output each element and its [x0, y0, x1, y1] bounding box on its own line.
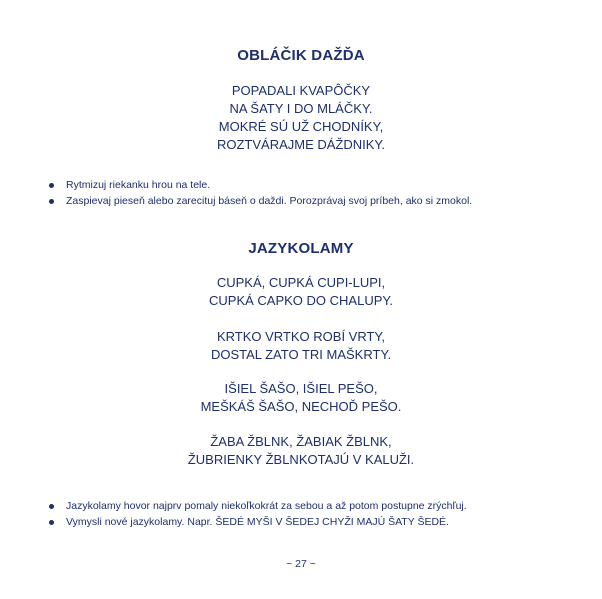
instructions-list-2	[46, 498, 586, 530]
tongue-twister-4	[0, 433, 602, 469]
list-item	[46, 193, 586, 209]
bullet-icon	[49, 504, 54, 509]
poem-line: CUPKÁ, CUPKÁ CUPI-LUPI,	[216, 275, 386, 290]
list-item	[46, 514, 586, 530]
instruction-text: Vymysli nové jazykolamy. Napr. ŠEDÉ MYŠI V ŠEDEJ CHYŽI MAJÚ ŠATY ŠEDÉ.	[66, 516, 449, 528]
page-number: ~ 27 ~	[286, 558, 316, 570]
instruction-text: Rytmizuj riekanku hrou na tele.	[66, 179, 211, 191]
tongue-twister-2	[0, 328, 602, 364]
tongue-twister-3	[0, 380, 602, 416]
poem-line: DOSTAL ZATO TRI MAŠKRTY.	[210, 347, 392, 362]
poem-line: ŽABA ŽBLNK, ŽABIAK ŽBLNK,	[210, 434, 392, 449]
poem-line: IŠIEL ŠAŠO, IŠIEL PEŠO,	[224, 381, 378, 396]
instruction-text: Zaspievaj pieseň alebo zarecituj báseň o daždi. Porozprávaj svoj príbeh, ako si zmokol.	[66, 195, 473, 207]
poem-line: MOKRÉ SÚ UŽ CHODNÍKY,	[218, 119, 384, 134]
poem-line: CUPKÁ CAPKO DO CHALUPY.	[209, 293, 393, 308]
poem-line: NA ŠATY I DO MLÁČKY.	[229, 101, 373, 116]
bullet-icon	[49, 183, 54, 188]
instruction-text: Jazykolamy hovor najprv pomaly niekoľkokrát za sebou a až potom postupne zrýchľuj.	[66, 500, 467, 512]
bullet-icon	[49, 520, 54, 525]
list-item	[46, 498, 586, 514]
section-title-jazykolamy: JAZYKOLAMY	[248, 240, 354, 257]
section-title-oblacik: OBLÁČIK DAŽĎA	[237, 47, 365, 64]
instructions-list-1	[46, 177, 586, 209]
poem-oblacik	[0, 82, 602, 154]
poem-line: MEŠKÁŠ ŠAŠO, NECHOĎ PEŠO.	[200, 399, 402, 414]
poem-line: ROZTVÁRAJME DÁŽDNIKY.	[216, 137, 386, 152]
bullet-icon	[49, 199, 54, 204]
poem-line: POPADALI KVAPÔČKY	[231, 83, 371, 98]
tongue-twister-1	[0, 274, 602, 310]
list-item	[46, 177, 586, 193]
poem-line: KRTKO VRTKO ROBÍ VRTY,	[216, 329, 386, 344]
poem-line: ŽUBRIENKY ŽBLNKOTAJÚ V KALUŽI.	[187, 452, 415, 467]
